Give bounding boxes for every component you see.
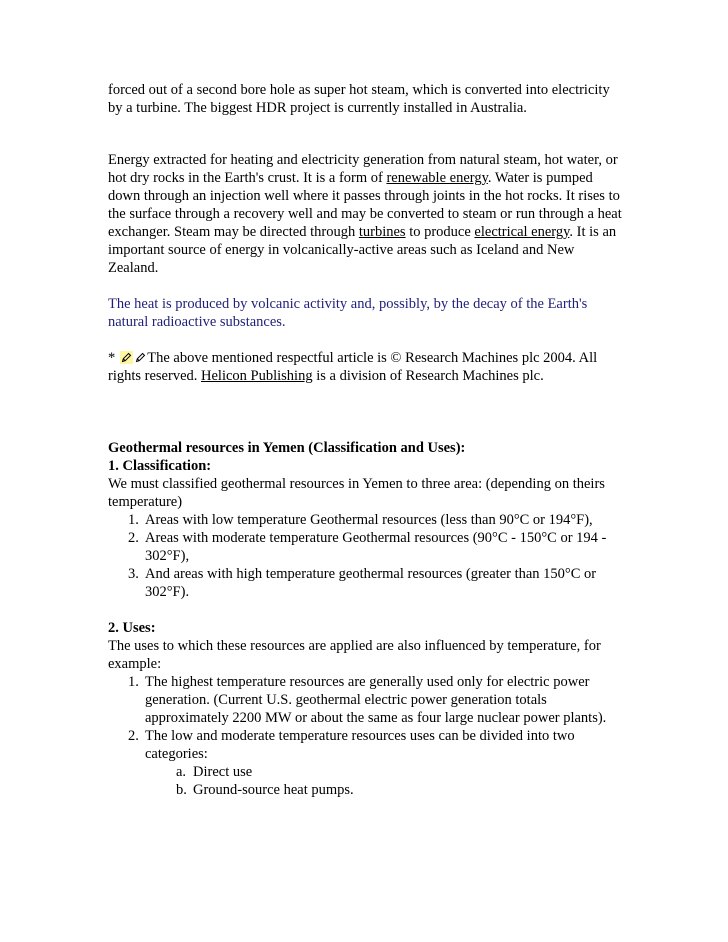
icon-group: [120, 351, 147, 364]
text-span: to produce: [405, 224, 475, 240]
classification-intro: We must classified geothermal resources in Yemen to three area: (depending on theirs temperature): [108, 476, 605, 510]
text-span: . Water is pumped down through an injection well where it passes through joints in the hot rocks. It rises to the surface through a recovery well and may be converted to steam or run through a heat exchanger. Steam may be directed through: [108, 170, 622, 240]
list-item-text: And areas with high temperature geothermal resources (greater than 150°C or 302°F).: [145, 566, 597, 600]
paragraph-geothermal-energy: [108, 151, 624, 277]
link-electrical-energy[interactable]: electrical energy: [474, 224, 570, 240]
list-marker: 3.: [128, 566, 139, 582]
list-marker: 1.: [128, 674, 139, 690]
list-item-text: Direct use: [193, 764, 253, 780]
list-item-text: Areas with moderate temperature Geothermal resources (90°C - 150°C or 194 - 302°F),: [145, 530, 607, 564]
classification-heading: 1. Classification:: [108, 458, 212, 474]
text-span: Energy extracted for heating and electricity generation from natural steam, hot water, or hot dry rocks in the Earth's crust. It is a form of: [108, 152, 618, 186]
link-helicon-publishing[interactable]: Helicon Publishing: [201, 368, 313, 384]
list-item: [108, 565, 624, 601]
list-item-text: The highest temperature resources are generally used only for electric power generation. (Current U.S. geothermal electric power generation totals approximately 2200 MW or about the same as four large nuclear power plants).: [145, 674, 607, 726]
text-span: . It is an important source of energy in volcanically-active areas such as Iceland and New Zealand.: [108, 224, 617, 276]
paragraph-hdr: forced out of a second bore hole as super hot steam, which is converted into electricity by a turbine. The biggest HDR project is currently installed in Australia.: [108, 82, 610, 116]
list-item-text: Ground-source heat pumps.: [193, 782, 354, 798]
pencil-icon: [120, 351, 133, 364]
list-item: [108, 511, 624, 529]
pencil-icon: [134, 351, 147, 364]
paragraph-heat-source: The heat is produced by volcanic activity and, possibly, by the decay of the Earth's natural radioactive substances.: [108, 296, 588, 330]
paragraph-copyright-notice: [108, 349, 624, 385]
link-renewable-energy[interactable]: renewable energy: [386, 170, 488, 186]
text-span: The above mentioned respectful article is © Research Machines plc 2004. All rights reserved.: [108, 350, 598, 384]
document-page: [108, 81, 624, 799]
sublist-item: [108, 763, 624, 781]
list-item-text: The low and moderate temperature resources uses can be divided into two categories:: [145, 728, 575, 762]
uses-heading: 2. Uses:: [108, 620, 156, 636]
asterisk: *: [108, 350, 116, 366]
list-marker: b.: [176, 782, 187, 798]
text-span: is a division of Research Machines plc.: [312, 368, 544, 384]
link-turbines[interactable]: turbines: [358, 224, 406, 240]
list-marker: 2.: [128, 530, 139, 546]
list-marker: a.: [176, 764, 187, 780]
list-marker: 2.: [128, 728, 139, 744]
classification-list: [108, 511, 624, 601]
list-marker: 1.: [128, 512, 139, 528]
uses-sublist: [145, 763, 624, 799]
section-title: Geothermal resources in Yemen (Classification and Uses):: [108, 440, 466, 456]
list-item: [108, 673, 624, 727]
list-item-text: Areas with low temperature Geothermal resources (less than 90°C or 194°F),: [145, 512, 593, 528]
uses-intro: The uses to which these resources are applied are also influenced by temperature, for example:: [108, 638, 601, 672]
uses-list: [108, 673, 624, 799]
list-item: [108, 727, 624, 799]
list-item: [108, 529, 624, 565]
sublist-item: [108, 781, 624, 799]
